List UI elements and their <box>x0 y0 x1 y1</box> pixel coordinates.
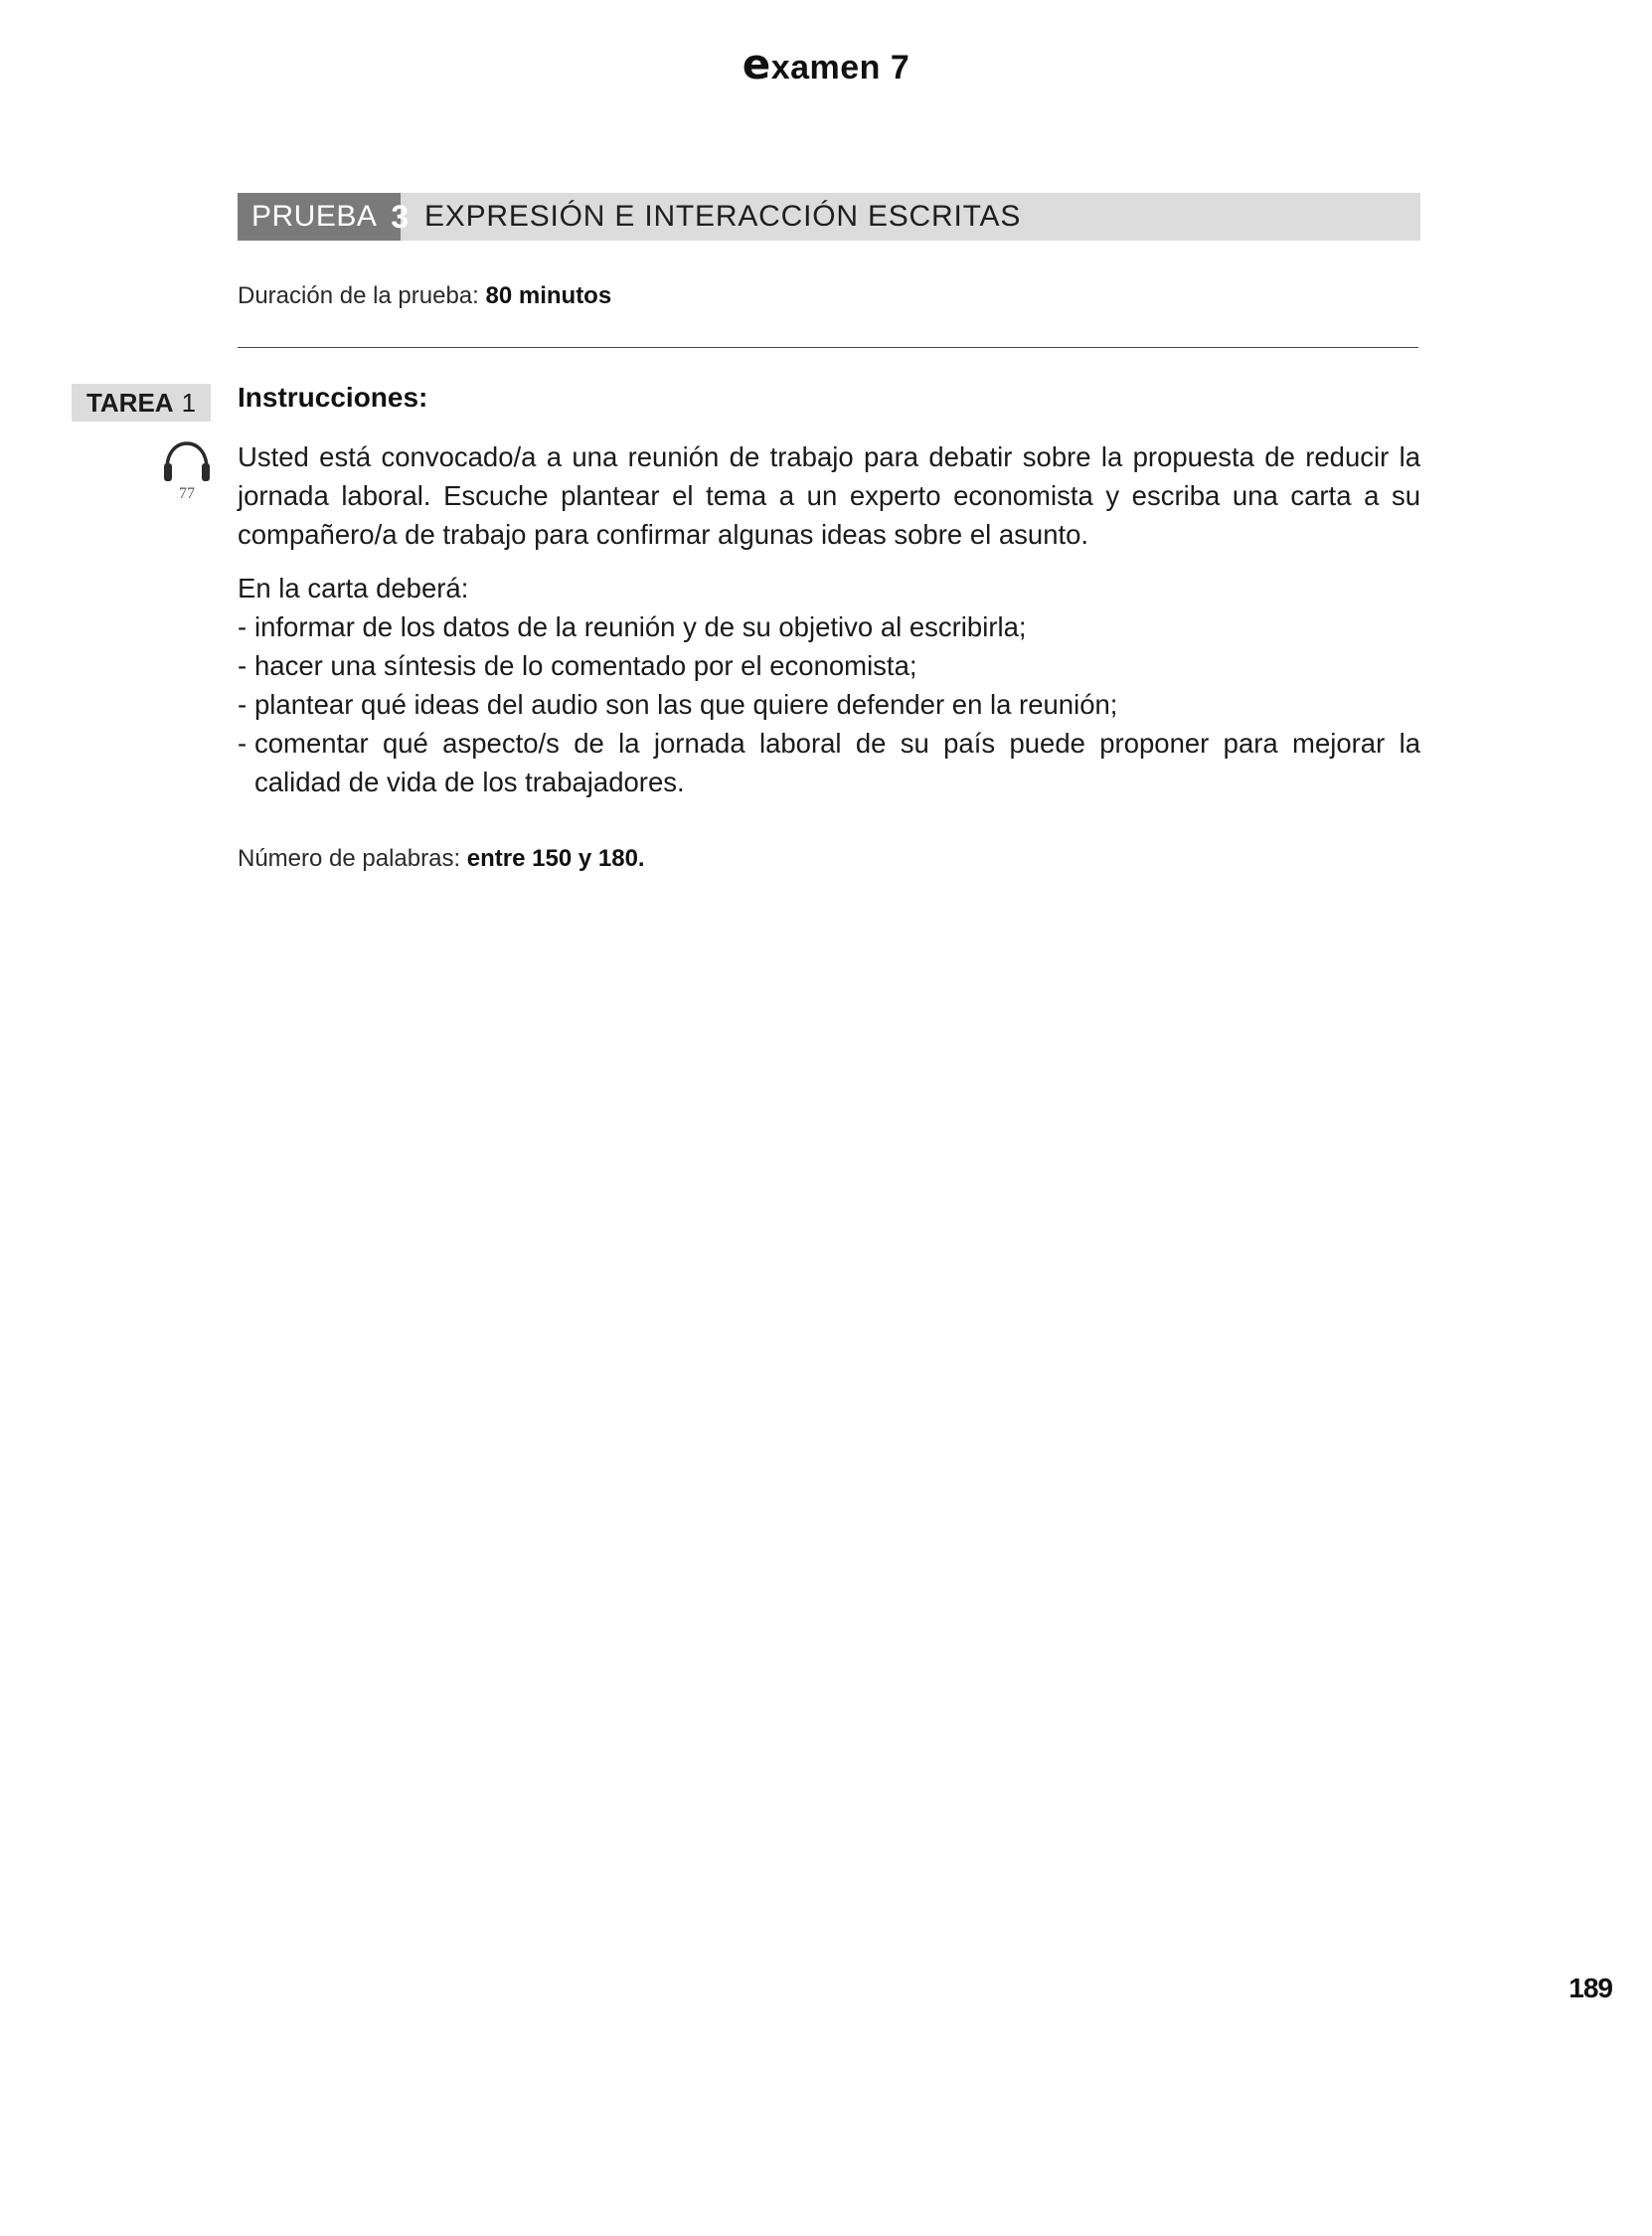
duration-line <box>238 282 611 310</box>
word-count-line <box>238 845 645 873</box>
section-header-bar <box>238 193 1420 241</box>
list-item: - hacer una síntesis de lo comentado por el economista; <box>238 646 1420 685</box>
prueba-label: PRUEBA <box>251 200 378 233</box>
list-item: - informar de los datos de la reunión y de su objetivo al escribirla; <box>238 607 1420 646</box>
prueba-label-box <box>238 193 410 241</box>
word-count-label: Número de palabras: <box>238 845 461 872</box>
headphones-icon <box>161 439 213 483</box>
carta-intro: En la carta deberá: <box>238 573 469 603</box>
duration-label: Duración de la prueba: <box>238 282 479 309</box>
page-number: 189 <box>1569 1973 1612 2003</box>
tarea-number: 1 <box>181 387 197 418</box>
audio-track-number: 77 <box>179 485 195 502</box>
carta-items-list <box>238 607 1420 801</box>
prueba-title: EXPRESIÓN E INTERACCIÓN ESCRITAS <box>424 200 1022 233</box>
instructions-heading: Instrucciones: <box>238 382 428 413</box>
exam-title-initial: e <box>742 40 771 88</box>
tarea-label: TAREA <box>85 387 174 418</box>
prueba-number: 3 <box>391 198 410 235</box>
list-item: - plantear qué ideas del audio son las que quiere defender en la reunión; <box>238 685 1420 724</box>
tarea-badge <box>72 384 211 422</box>
list-item: - comentar qué aspecto/s de la jornada laboral de su país puede proponer para mejorar la calidad de vida de los trabajadores. <box>238 724 1420 801</box>
exam-title-text: xamen 7 <box>770 49 910 86</box>
section-divider <box>238 347 1418 348</box>
word-count-value: entre 150 y 180. <box>466 845 645 872</box>
exam-title <box>0 40 1652 88</box>
duration-value: 80 minutos <box>485 282 612 309</box>
audio-track-marker <box>159 439 215 503</box>
carta-requirements <box>238 569 1420 801</box>
intro-paragraph: Usted está convocado/a a una reunión de trabajo para debatir sobre la propuesta de reducir la jornada laboral. Escuche plantear el tema a un experto economista y escriba una carta a su compañero/a de trabajo para confirmar algunas ideas sobre el asunto. <box>238 441 1420 550</box>
